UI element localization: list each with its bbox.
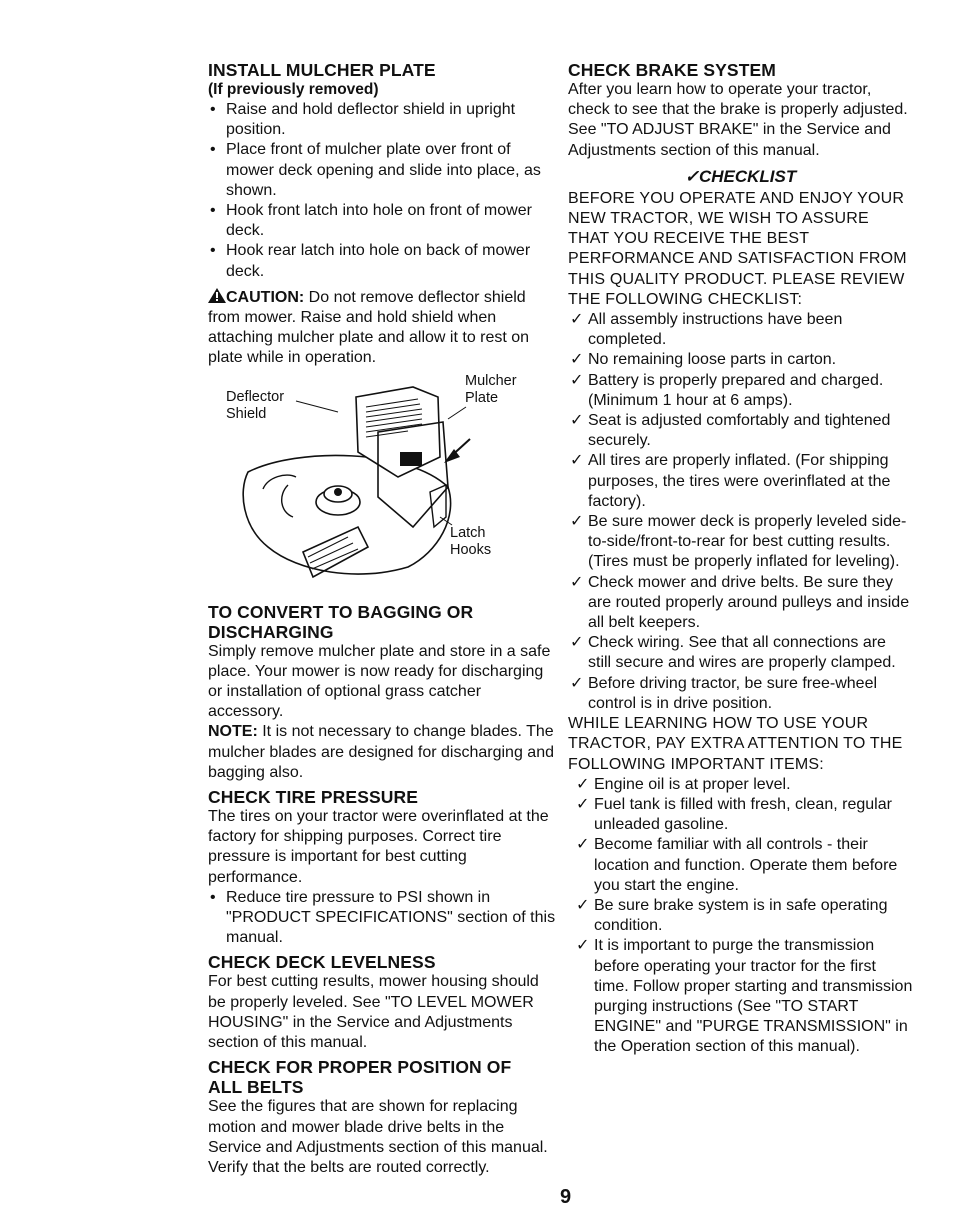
latch-label: Latch bbox=[450, 524, 486, 541]
checklist-intro: BEFORE YOU OPERATE AND ENJOY YOUR NEW TRACTOR, WE WISH TO ASSURE THAT YOU RECEIVE THE BEST PERFORMANCE AND SATISFACTION FROM THIS QUALITY PRODUCT. PLEASE REVIEW THE FOLLOWING CHECKLIST: bbox=[568, 189, 907, 308]
learning-item: ✓ Fuel tank is filled with fresh, clean, regular unleaded gasoline. bbox=[576, 795, 892, 834]
checklist-item: ✓ All tires are properly inflated. (For shipping purposes, the tires were overinflated at the factory). bbox=[570, 452, 891, 510]
note-paragraph bbox=[208, 722, 558, 783]
checklist-item: ✓ Before driving tractor, be sure free-wheel control is in drive position. bbox=[570, 674, 878, 712]
brake-text: After you learn how to operate your tractor, check to see that the brake is properly adjusted. See "TO ADJUST BRAKE" in the Service and Adjustments section of this manual. bbox=[568, 81, 908, 159]
checklist-item: ✓ Check mower and drive belts. Be sure they are routed properly around pulleys and inside all belt keepers. bbox=[570, 573, 910, 632]
deflector-label: Deflector bbox=[226, 388, 285, 405]
check-icon: ✓ bbox=[576, 937, 590, 955]
mulcher-plate-illustration bbox=[208, 372, 558, 602]
page-number: 9 bbox=[560, 1186, 572, 1208]
caution-text: Do not remove deflector shield from mower. Raise and hold shield when attaching mulcher plate and allow it to rest on plate while in operation. bbox=[208, 288, 530, 367]
install-bullet: • Hook front latch into hole on front of mower deck. bbox=[208, 201, 558, 241]
checklist-item: ✓ No remaining loose parts in carton. bbox=[568, 350, 913, 370]
checklist-item: ✓ Be sure mower deck is properly leveled side-to-side/front-to-rear for best cutting results. (Tires must be properly inflated for leveling). bbox=[570, 513, 907, 571]
check-icon: ✓ bbox=[570, 311, 584, 329]
learning-item: ✓ Become familiar with all controls - their location and function. Operate them before you start the engine. bbox=[576, 836, 898, 894]
install-bullet: • Hook rear latch into hole on back of mower deck. bbox=[208, 241, 558, 281]
check-icon: ✓ bbox=[576, 836, 590, 854]
check-icon: ✓ bbox=[570, 634, 584, 652]
tire-text: The tires on your tractor were overinflated at the factory for shipping purposes. Correct tire pressure is important for best cutting performance. bbox=[208, 808, 549, 886]
learning-item: ✓ Engine oil is at proper level. bbox=[574, 775, 913, 795]
note-label: NOTE: bbox=[208, 723, 258, 741]
install-bullet: • Raise and hold deflector shield in upright position. bbox=[208, 100, 558, 140]
check-icon: ✓ bbox=[576, 795, 590, 813]
learning-item: ✓ It is important to purge the transmission before operating your tractor for the first time. Follow proper starting and transmission purging instructions (See "TO START ENGINE" and "PURGE TRANSMISSION" in the Operation section of this manual). bbox=[576, 937, 913, 1056]
caution-label: CAUTION: bbox=[226, 288, 305, 306]
plate-label: Plate bbox=[465, 389, 499, 406]
checklist-item: ✓ Check wiring. See that all connections are still secure and wires are properly clamped. bbox=[570, 634, 896, 672]
learning-item: ✓ Be sure brake system is in safe operating condition. bbox=[576, 896, 888, 935]
hooks-label: Hooks bbox=[450, 541, 492, 558]
brake-heading: CHECK BRAKE SYSTEM bbox=[568, 60, 776, 80]
note-text: It is not necessary to change blades. The mulcher blades are designed for discharging and bagging also. bbox=[208, 723, 554, 781]
check-icon: ✓ bbox=[576, 896, 590, 914]
check-icon: ✓ bbox=[570, 513, 584, 531]
install-subheading: (If previously removed) bbox=[208, 81, 379, 98]
warning-icon bbox=[208, 289, 226, 306]
left-column bbox=[208, 60, 558, 1178]
checklist-item: ✓ All assembly instructions have been completed. bbox=[570, 311, 843, 349]
install-bullet: • Place front of mulcher plate over front of mower deck opening and slide into place, as shown. bbox=[208, 140, 558, 201]
deck-text: For best cutting results, mower housing should be properly leveled. See "TO LEVEL MOWER HOUSING" in the Service and Adjustments section of this manual. bbox=[208, 973, 539, 1052]
deck-heading: CHECK DECK LEVELNESS bbox=[208, 952, 436, 973]
tire-bullet: • Reduce tire pressure to PSI shown in "PRODUCT SPECIFICATIONS" section of this manual. bbox=[208, 888, 558, 949]
checklist-title: ✓CHECKLIST bbox=[684, 166, 797, 186]
check-icon: ✓ bbox=[570, 674, 584, 692]
belts-heading: CHECK FOR PROPER POSITION OF bbox=[208, 1057, 512, 1078]
convert-heading: TO CONVERT TO BAGGING OR bbox=[208, 601, 474, 622]
check-icon: ✓ bbox=[570, 573, 584, 591]
check-icon: ✓ bbox=[576, 775, 590, 793]
caution-paragraph bbox=[208, 288, 558, 369]
check-icon: ✓ bbox=[570, 351, 584, 369]
right-column bbox=[568, 60, 913, 1058]
tire-heading: CHECK TIRE PRESSURE bbox=[208, 787, 418, 808]
checklist-items bbox=[568, 310, 913, 714]
checklist-item: ✓ Battery is properly prepared and charged. (Minimum 1 hour at 6 amps). bbox=[570, 371, 884, 409]
belts-text: See the figures that are shown for replacing motion and mower blade drive belts in the Service and Adjustments section of this manual. Verify that the belts are routed correctly. bbox=[208, 1098, 548, 1176]
convert-heading-cont: DISCHARGING bbox=[208, 621, 334, 642]
belts-heading-cont: ALL BELTS bbox=[208, 1077, 304, 1098]
mulcher-label: Mulcher bbox=[465, 372, 517, 389]
check-icon: ✓ bbox=[570, 371, 584, 389]
install-heading: INSTALL MULCHER PLATE bbox=[208, 60, 436, 80]
convert-text: Simply remove mulcher plate and store in a safe place. Your mower is now ready for discharging or installation of optional grass catcher accessory. bbox=[208, 642, 551, 721]
learning-items bbox=[568, 775, 913, 1058]
shield-label: Shield bbox=[226, 405, 267, 422]
learning-intro: WHILE LEARNING HOW TO USE YOUR TRACTOR, PAY EXTRA ATTENTION TO THE FOLLOWING IMPORTANT ITEMS: bbox=[568, 715, 903, 773]
checklist-item: ✓ Seat is adjusted comfortably and tightened securely. bbox=[570, 412, 891, 450]
check-icon: ✓ bbox=[570, 452, 584, 470]
check-icon: ✓ bbox=[570, 412, 584, 430]
